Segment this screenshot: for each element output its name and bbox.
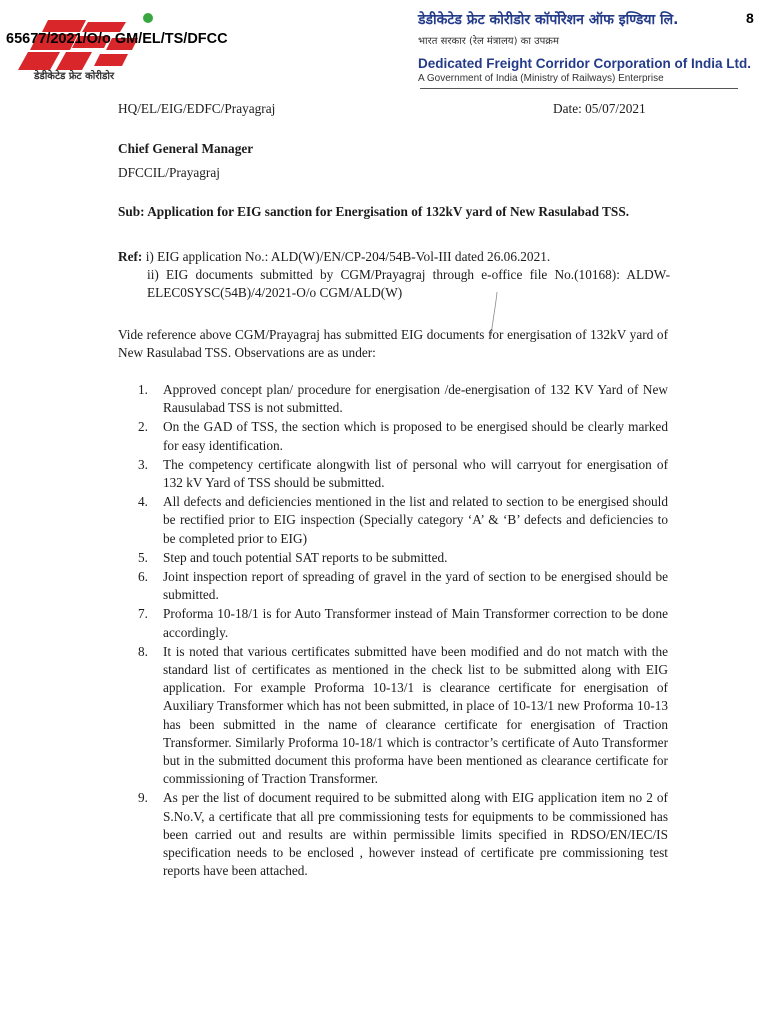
list-item-text: Approved concept plan/ procedure for energisation /de-energisation of 132 KV Yard of New Rausulabad TSS is not submitted.	[163, 382, 668, 416]
list-item-number: 4.	[138, 494, 148, 510]
letter-reference-number: HQ/EL/EIG/EDFC/Prayagraj	[118, 101, 276, 116]
list-item	[138, 456, 668, 492]
list-item-text: The competency certificate alongwith list of personal who will carryout for energisation of 132 kV Yard of TSS should be submitted.	[163, 456, 668, 491]
addressee-title: Chief General Manager	[118, 141, 254, 156]
reference-label: Ref:	[118, 249, 143, 264]
list-item-text: All defects and deficiencies mentioned in the list and related to section to be energised should be rectified prior to EIG inspection (Specially category ‘A’ & ‘B’ defects and deficiencies to be completed prior to EIG)	[163, 494, 668, 546]
list-item-text: Step and touch potential SAT reports to be submitted.	[163, 549, 448, 565]
list-item-text: As per the list of document required to be submitted along with EIG application item no 2 of S.No.V, a certificate that all pre commissioning tests for equipments to be commissioned has been carried out and results are within permissible limits specified in RDSO/EN/IEC/IS specification needs to be enclosed , however instead of certificate pre commissioning test reports have been attached.	[163, 790, 668, 879]
org-name-english: Dedicated Freight Corridor Corporation of India Ltd.	[418, 56, 751, 71]
addressee-office: DFCCIL/Prayagraj	[118, 165, 220, 180]
letterhead-organisation-block	[418, 10, 751, 84]
list-item	[138, 789, 668, 880]
page-number: 8	[746, 10, 754, 26]
reference-item: ii) EIG documents submitted by CGM/Prayagraj through e-office file No.(10168): ALDW-ELEC0SYSC(54B)/4/2021-O/o CGM/ALD(W)	[147, 267, 670, 300]
observations-intro: Vide reference above CGM/Prayagraj has submitted EIG documents for energisation of 132kV yard of New Rasulabad TSS. Observations are as under:	[118, 327, 668, 360]
list-item	[138, 549, 668, 567]
list-item-number: 3.	[138, 456, 148, 472]
list-item-number: 2.	[138, 419, 148, 435]
list-item	[138, 493, 668, 548]
letterhead-divider	[420, 88, 738, 89]
list-item-text: It is noted that various certificates submitted have been modified and do not match with the standard list of certificates as mentioned in the check list to be submitted along with EIG application. For example Proforma 10-13/1 is clearance certificate for energisation of Auxiliary Transformer which has not been submitted, in place of 10-13/1 new Proforma 10-13 has been submitted in the name of clearance certificate for energisation of Traction Transformer. Similarly Proforma 10-18/1 which is contractor’s certificate of Auto Transformer but in the submitted document this proforma have been mentioned as clearance certificate for commissioning of Traction Transformer.	[163, 643, 668, 787]
list-item	[138, 643, 668, 789]
org-name-hindi: डेडीकेटेड फ्रेट कोरीडोर कॉर्पोरेशन ऑफ इण्डिया लि.	[418, 12, 679, 28]
government-line-hindi: भारत सरकार (रेल मंत्रालय) का उपक्रम	[418, 36, 559, 47]
letter-date: Date: 05/07/2021	[553, 101, 646, 116]
list-item	[138, 418, 668, 454]
observations-list	[138, 381, 668, 881]
reference-item	[118, 248, 670, 266]
logo-subtitle-hindi: डेडीकेटेड फ्रेट कोरीडोर	[34, 71, 115, 82]
list-item-number: 1.	[138, 382, 148, 397]
list-item-number: 5.	[138, 549, 148, 565]
list-item-text: On the GAD of TSS, the section which is proposed to be energised should be clearly marked for easy identification.	[163, 419, 668, 453]
list-item-number: 8.	[138, 643, 148, 659]
reference-text: i) EIG application No.: ALD(W)/EN/CP-204/54B-Vol-III dated 26.06.2021.	[145, 249, 551, 264]
list-item	[138, 605, 668, 641]
list-item	[138, 381, 668, 417]
list-item-text: Proforma 10-18/1 is for Auto Transformer instead of Main Transformer correction to be done accordingly.	[163, 606, 668, 640]
list-item	[138, 568, 668, 604]
government-line-english: A Government of India (Ministry of Railways) Enterprise	[418, 73, 664, 84]
file-reference-stamp: 65677/2021/O/o GM/EL/TS/DFCC	[6, 31, 228, 47]
list-item-number: 9.	[138, 790, 148, 806]
list-item-number: 7.	[138, 606, 148, 622]
references-block	[118, 248, 670, 302]
letter-subject: Sub: Application for EIG sanction for Energisation of 132kV yard of New Rasulabad TSS.	[118, 204, 630, 219]
list-item-text: Joint inspection report of spreading of gravel in the yard of section to be energised should be submitted.	[163, 569, 668, 603]
list-item-number: 6.	[138, 569, 148, 585]
